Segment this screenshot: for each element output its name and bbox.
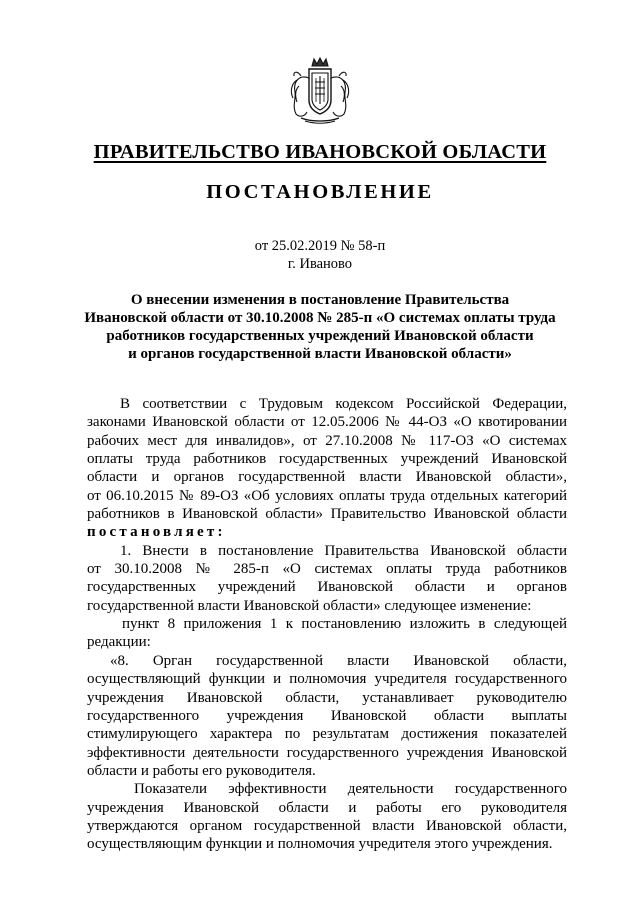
body-line: стимулирующего характера по результатам достижения показателей xyxy=(87,726,567,743)
document-subject xyxy=(80,291,560,363)
body-line: от 30.10.2008 № 285-п «О системах оплаты труда работников xyxy=(87,561,567,578)
body-line: пункт 8 приложения 1 к постановлению изложить в следующей xyxy=(122,616,567,633)
body-line: редакции: xyxy=(87,634,151,651)
body-line: работников в Ивановской области» Правительство Ивановской области xyxy=(87,506,567,523)
body-line: учреждения Ивановской области, устанавливает руководителю xyxy=(87,689,567,706)
document-date: от 25.02.2019 № 58-п xyxy=(254,238,386,254)
subject-line: О внесении изменения в постановление Правительства xyxy=(130,292,510,308)
body-line: учреждения Ивановской области и работы его руководителя xyxy=(87,799,567,816)
body-line: осуществляющим функции и полномочия учредителя этого учреждения. xyxy=(87,836,553,853)
document-city: г. Иваново xyxy=(287,256,353,272)
body-line: В соответствии с Трудовым кодексом Российской Федерации, xyxy=(120,396,567,412)
body-line: утверждаются органом государственной власти Ивановской области, xyxy=(87,817,567,834)
body-line: области и работы его руководителя. xyxy=(87,762,316,779)
subject-line: работников государственных учреждений Ивановской области xyxy=(106,328,534,344)
body-line: эффективности деятельности государственного учреждения Ивановской xyxy=(87,744,567,761)
body-line: осуществляющий функции и полномочия учредителя государственного xyxy=(87,671,567,688)
body-line: области и органов государственной власти Ивановской области», xyxy=(87,469,567,486)
body-line: «8. Орган государственной власти Ивановской области, xyxy=(110,652,567,669)
document-type: ПОСТАНОВЛЕНИЕ xyxy=(206,181,434,203)
body-line: законами Ивановской области от 12.05.2006 № 44-ОЗ «О квотировании xyxy=(87,414,567,431)
subject-line: Ивановской области от 30.10.2008 № 285-п «О системах оплаты труда xyxy=(84,310,556,326)
decree-word: постановляет: xyxy=(87,524,226,541)
body-line: от 06.10.2015 № 89-ОЗ «Об условиях оплаты труда отдельных категорий xyxy=(87,487,567,504)
body-line: оплаты труда работников государственных учреждений Ивановской xyxy=(87,451,567,468)
coat-of-arms-icon xyxy=(287,56,353,126)
subject-line: и органов государственной власти Ивановской области» xyxy=(128,346,512,362)
government-title: ПРАВИТЕЛЬСТВО ИВАНОВСКОЙ ОБЛАСТИ xyxy=(93,141,547,163)
body-line: государственных учреждений Ивановской области и органов xyxy=(87,579,567,596)
body-line: государственного учреждения Ивановской области выплаты xyxy=(87,707,567,724)
body-line: Показатели эффективности деятельности государственного xyxy=(134,781,567,798)
body-line: рабочих мест для инвалидов», от 27.10.2008 № 117-ОЗ «О системах xyxy=(87,432,567,449)
body-line: 1. Внести в постановление Правительства Ивановской области xyxy=(120,542,567,559)
document-body xyxy=(87,395,567,854)
body-line: государственной власти Ивановской области» следующее изменение: xyxy=(87,597,532,614)
